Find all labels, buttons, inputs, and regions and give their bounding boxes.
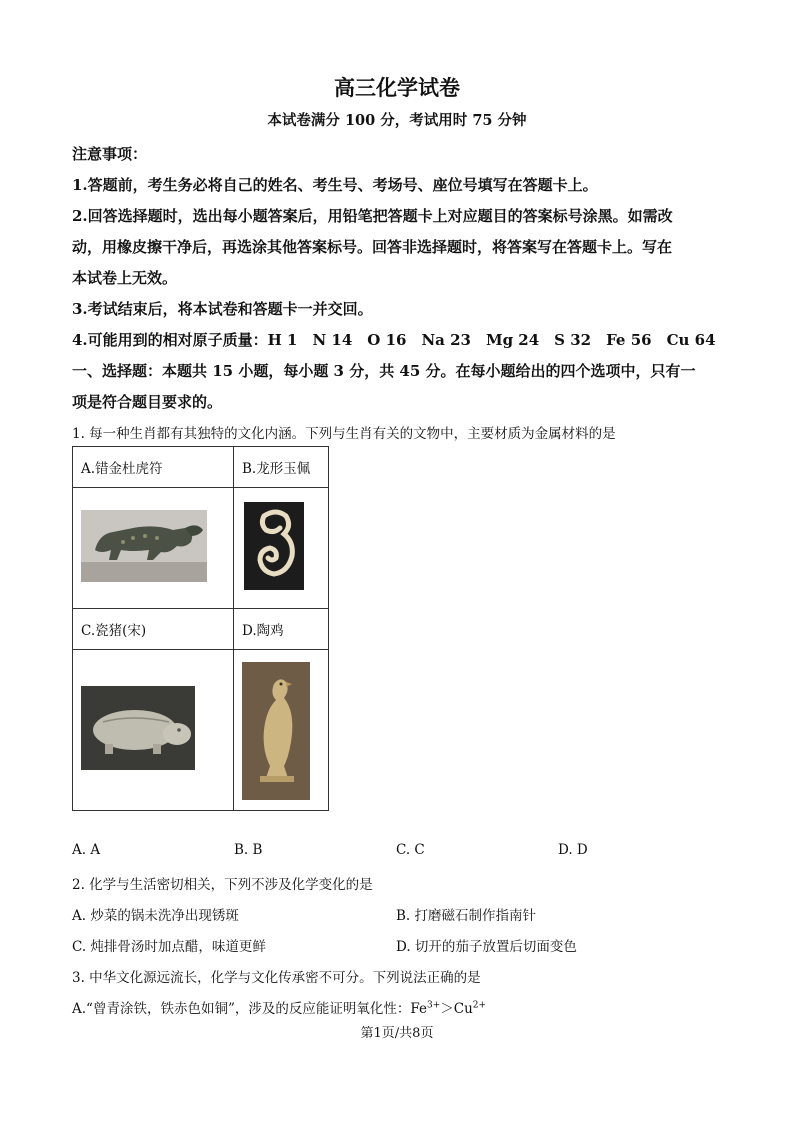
q3-choice-a-text: A.“曾青涂铁，铁赤色如铜”，涉及的反应能证明氧化性：Fe xyxy=(72,1001,427,1017)
exam-title: 高三化学试卷 xyxy=(334,75,460,100)
note-3: 3.考试结束后，将本试卷和答题卡一并交回。 xyxy=(72,300,373,318)
option-d-image-cell xyxy=(234,650,329,811)
option-c-image-cell xyxy=(73,650,234,811)
q1-choice-c: C. C xyxy=(396,842,425,858)
page-footer: 第1页/共8页 xyxy=(360,1026,434,1041)
option-a-image-cell xyxy=(73,488,234,609)
option-b-label: B.龙形玉佩 xyxy=(234,447,329,488)
q3-choice-a xyxy=(72,997,486,1017)
note-2-line-2: 动，用橡皮擦干净后，再选涂其他答案标号。回答非选择题时，将答案写在答题卡上。写在 xyxy=(72,238,673,256)
section-1-heading-line-1: 一、选择题：本题共 15 小题，每小题 3 分，共 45 分。在每小题给出的四个选项中，只有一 xyxy=(72,362,696,380)
option-a-label: A.错金杜虎符 xyxy=(73,447,234,488)
dragon-jade-pendant-image xyxy=(234,488,320,604)
cu-charge: 2+ xyxy=(472,1000,487,1011)
q2-choice-b: B. 打磨磁石制作指南针 xyxy=(396,908,537,924)
option-c-label: C.瓷猪(宋) xyxy=(73,609,234,650)
q2-choice-d: D. 切开的茄子放置后切面变色 xyxy=(396,939,577,955)
q1-choice-b: B. B xyxy=(234,842,263,858)
pottery-chicken-image xyxy=(234,650,320,806)
note-1: 1.答题前，考生务必将自己的姓名、考生号、考场号、座位号填写在答题卡上。 xyxy=(72,176,598,194)
fe-charge: 3+ xyxy=(426,1000,441,1011)
exam-subtitle: 本试卷满分 100 分，考试用时 75 分钟 xyxy=(267,112,527,129)
notes-heading: 注意事项： xyxy=(72,145,148,163)
option-b-image-cell xyxy=(234,488,329,609)
question-3-stem: 3. 中华文化源远流长，化学与文化传承密不可分。下列说法正确的是 xyxy=(72,970,481,986)
question-2-stem: 2. 化学与生活密切相关，下列不涉及化学变化的是 xyxy=(72,877,373,893)
q3-choice-a-mid: ＞Cu xyxy=(440,1001,473,1017)
note-4: 4.可能用到的相对原子质量：H 1 N 14 O 16 Na 23 Mg 24 S 32 Fe 56 Cu 64 xyxy=(72,331,716,349)
question-1-stem: 1. 每一种生肖都有其独特的文化内涵。下列与生肖有关的文物中，主要材质为金属材料的是 xyxy=(72,426,616,442)
option-d-label: D.陶鸡 xyxy=(234,609,329,650)
q2-choice-a: A. 炒菜的锅未洗净出现锈斑 xyxy=(72,908,239,924)
note-2-line-1: 2.回答选择题时，选出每小题答案后，用铅笔把答题卡上对应题目的答案标号涂黑。如需改 xyxy=(72,207,673,225)
porcelain-pig-image xyxy=(73,650,225,806)
q1-choice-d: D. D xyxy=(558,842,588,858)
q2-choice-c: C. 炖排骨汤时加点醋，味道更鲜 xyxy=(72,939,266,955)
bronze-tiger-tally-image xyxy=(73,488,225,604)
question-1-option-table xyxy=(72,446,329,811)
q1-choice-a: A. A xyxy=(72,842,101,858)
section-1-heading-line-2: 项是符合题目要求的。 xyxy=(72,393,223,411)
note-2-line-3: 本试卷上无效。 xyxy=(72,269,178,287)
